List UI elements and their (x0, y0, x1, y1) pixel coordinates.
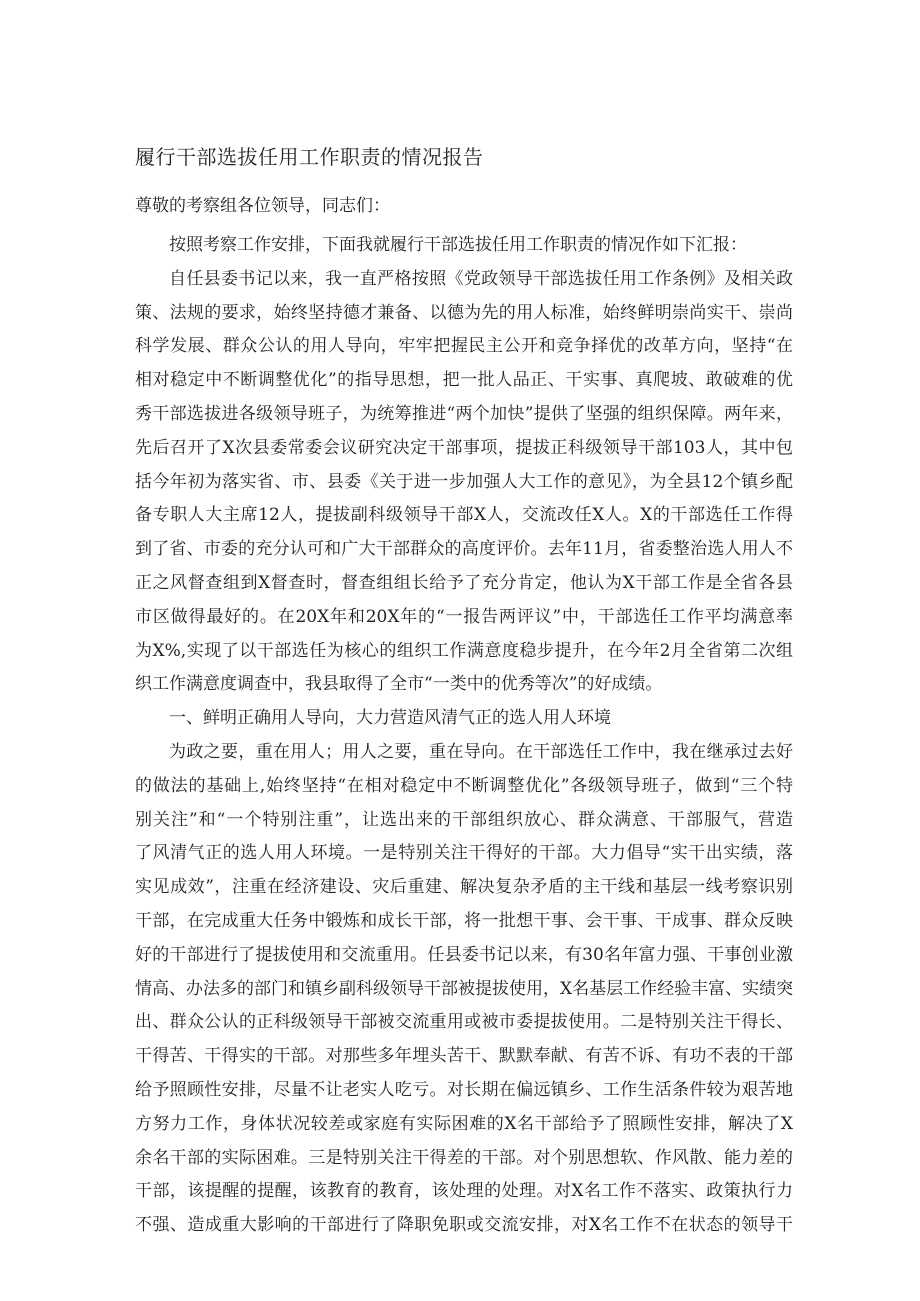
paragraph-1 (135, 263, 793, 702)
paragraph-2-line: 情高、办法多的部门和镇乡副科级领导干部被提拔使用，X名基层工作经验丰富、实绩突 (135, 978, 794, 999)
paragraph-2 (135, 736, 793, 1243)
paragraph-2-line: 好的干部进行了提拔使用和交流重用。任县委书记以来，有30名年富力强、干事创业激 (135, 944, 793, 965)
paragraph-1-line: 市区做得最好的。在20X年和20X年的“一报告两评议”中，干部选任工作平均满意率 (135, 606, 793, 627)
document-title: 履行干部选拔任用工作职责的情况报告 (135, 145, 484, 169)
paragraph-2-line: 干部，在完成重大任务中锻炼和成长干部，将一批想干事、会干事、干成事、群众反映 (135, 910, 793, 931)
paragraph-2-line: 余名干部的实际困难。三是特别关注干得差的干部。对个别思想软、作风散、能力差的 (135, 1147, 793, 1168)
salutation: 尊敬的考察组各位领导，同志们： (135, 196, 390, 216)
paragraph-1-line: 正之风督查组到X督查时，督查组组长给予了充分肯定，他认为X干部工作是全省各县 (135, 572, 793, 593)
paragraph-2-line: 给予照顾性安排，尽量不让老实人吃亏。对长期在偏远镇乡、工作生活条件较为艰苦地 (135, 1079, 793, 1100)
paragraph-2-line: 的做法的基础上,始终坚持“在相对稳定中不断调整优化”各级领导班子，做到“三个特 (135, 775, 793, 796)
paragraph-2-line: 方努力工作，身体状况较差或家庭有实际困难的X名干部给予了照顾性安排，解决了X (135, 1113, 793, 1134)
paragraph-1-line: 到了省、市委的充分认可和广大干部群众的高度评价。去年11月，省委整治选人用人不 (135, 539, 793, 560)
section-1-heading: 一、鲜明正确用人导向，大力营造风清气正的选人用人环境 (169, 708, 611, 729)
paragraph-2-line: 出、群众公认的正科级领导干部被交流重用或被市委提拔使用。二是特别关注干得长、 (135, 1012, 793, 1033)
paragraph-1-line: 为X%,实现了以干部选任为核心的组织工作满意度稳步提升，在今年2月全省第二次组 (135, 640, 793, 661)
paragraph-1-line: 织工作满意度调查中，我县取得了全市“一类中的优秀等次”的好成绩。 (135, 674, 663, 695)
paragraph-1-line: 策、法规的要求，始终坚持德才兼备、以德为先的用人标准，始终鲜明崇尚实干、崇尚 (135, 302, 793, 323)
paragraph-2-line: 干得苦、干得实的干部。对那些多年埋头苦干、默默奉献、有苦不诉、有功不表的干部 (135, 1046, 793, 1067)
paragraph-1-line: 先后召开了X次县委常委会议研究决定干部事项，提拔正科级领导干部103人，其中包 (135, 437, 793, 458)
paragraph-1-line: 科学发展、群众公认的用人导向，牢牢把握民主公开和竞争择优的改革方向，坚持“在 (135, 336, 793, 357)
paragraph-2-line: 干部，该提醒的提醒，该教育的教育，该处理的处理。对X名工作不落实、政策执行力 (135, 1181, 793, 1202)
document-body (135, 140, 793, 1243)
paragraph-2-line: 别关注”和“一个特别注重”，让选出来的干部组织放心、群众满意、干部服气，营造 (135, 809, 793, 830)
paragraph-2-line: 为政之要，重在用人；用人之要，重在导向。在干部选任工作中，我在继承过去好 (169, 741, 793, 762)
paragraph-1-line: 相对稳定中不断调整优化”的指导思想，把一批人品正、干实事、真爬坡、敢破难的优 (135, 370, 793, 391)
paragraph-1-line: 备专职人大主席12人，提拔副科级领导干部X人，交流改任X人。X的干部选任工作得 (135, 505, 793, 526)
paragraph-1-line: 自任县委书记以来，我一直严格按照《党政领导干部选拔任用工作条例》及相关政 (169, 268, 793, 289)
paragraph-1-line: 秀干部选拔进各级领导班子，为统筹推进“两个加快”提供了坚强的组织保障。两年来， (135, 403, 793, 424)
paragraph-2-line: 实见成效”，注重在经济建设、灾后重建、解决复杂矛盾的主干线和基层一线考察识别 (135, 877, 793, 898)
paragraph-2-line: 不强、造成重大影响的干部进行了降职免职或交流安排，对X名工作不在状态的领导干 (135, 1215, 793, 1236)
intro-paragraph: 按照考察工作安排，下面我就履行干部选拔任用工作职责的情况作如下汇报： (169, 235, 747, 255)
paragraph-2-line: 了风清气正的选人用人环境。一是特别关注干得好的干部。大力倡导“实干出实绩，落 (135, 843, 793, 864)
paragraph-1-line: 括今年初为落实省、市、县委《关于进一步加强人大工作的意见》，为全县12个镇乡配 (135, 471, 793, 492)
